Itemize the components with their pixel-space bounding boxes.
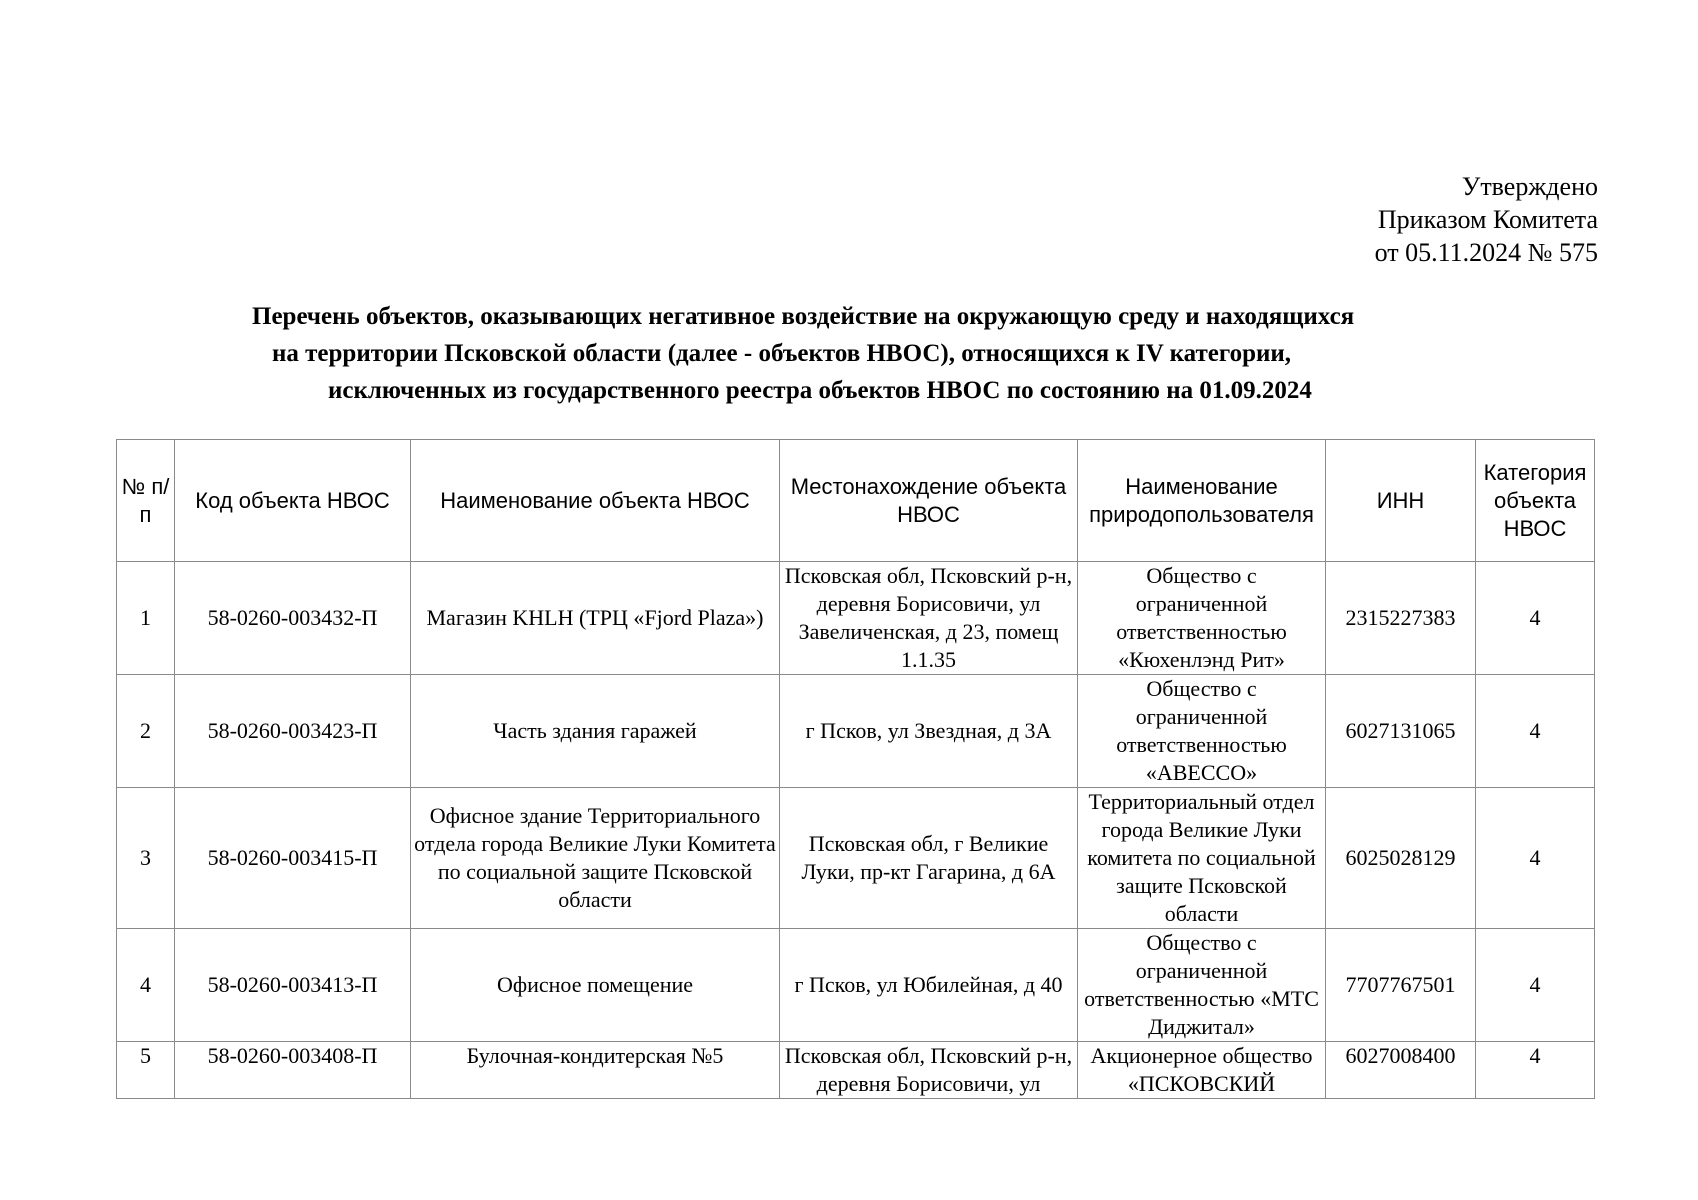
document-title (200, 298, 1520, 409)
table-row (117, 562, 1595, 675)
excluded-objects-table (116, 439, 1595, 1099)
approval-line-order: Приказом Комитета (1377, 205, 1598, 234)
cell-code: 58-0260-003423-П (175, 675, 411, 788)
cell-inn: 6027008400 (1326, 1042, 1476, 1099)
cell-code: 58-0260-003413-П (175, 929, 411, 1042)
title-line-1: Перечень объектов, оказывающих негативное воздействие на окружающую среду и находящихся (252, 303, 1355, 330)
cell-name: Офисное помещение (411, 929, 780, 1042)
cell-name: Часть здания гаражей (411, 675, 780, 788)
cell-inn: 2315227383 (1326, 562, 1476, 675)
table-row (117, 788, 1595, 929)
cell-category: 4 (1476, 788, 1595, 929)
cell-inn: 7707767501 (1326, 929, 1476, 1042)
approval-line-date: от 05.11.2024 № 575 (1374, 238, 1598, 267)
cell-location: г Псков, ул Юбилейная, д 40 (780, 929, 1078, 1042)
cell-name: Булочная-кондитерская №5 (411, 1042, 780, 1099)
cell-inn: 6027131065 (1326, 675, 1476, 788)
table-row (117, 1042, 1595, 1099)
cell-user: Акционерное общество «ПСКОВСКИЙ (1078, 1042, 1326, 1099)
cell-category: 4 (1476, 675, 1595, 788)
cell-code: 58-0260-003408-П (175, 1042, 411, 1099)
cell-num: 5 (117, 1042, 175, 1099)
header-code: Код объекта НВОС (175, 440, 411, 562)
title-line-3: исключенных из государственного реестра объектов НВОС по состоянию на 01.09.2024 (328, 377, 1312, 404)
cell-category: 4 (1476, 929, 1595, 1042)
approval-stamp (1375, 170, 1598, 269)
cell-user: Общество с ограниченной ответственностью «АВЕССО» (1078, 675, 1326, 788)
cell-user: Общество с ограниченной ответственностью «МТС Диджитал» (1078, 929, 1326, 1042)
header-name: Наименование объекта НВОС (411, 440, 780, 562)
cell-num: 1 (117, 562, 175, 675)
cell-name: Офисное здание Территориального отдела города Великие Луки Комитета по социальной защите Псковской области (411, 788, 780, 929)
cell-name: Магазин KHLH (ТРЦ «Fjord Plaza») (411, 562, 780, 675)
cell-location: Псковская обл, Псковский р-н, деревня Борисовичи, ул Завеличенская, д 23, помещ 1.1.35 (780, 562, 1078, 675)
table-row (117, 675, 1595, 788)
table-header-row (117, 440, 1595, 562)
header-inn: ИНН (1326, 440, 1476, 562)
cell-num: 3 (117, 788, 175, 929)
table-row (117, 929, 1595, 1042)
cell-location: Псковская обл, г Великие Луки, пр-кт Гагарина, д 6А (780, 788, 1078, 929)
cell-user: Общество с ограниченной ответственностью «Кюхенлэнд Рит» (1078, 562, 1326, 675)
cell-code: 58-0260-003432-П (175, 562, 411, 675)
cell-code: 58-0260-003415-П (175, 788, 411, 929)
header-location: Местонахождение объекта НВОС (780, 440, 1078, 562)
title-line-2: на территории Псковской области (далее - объектов НВОС), относящихся к IV категории, (272, 340, 1292, 367)
cell-num: 4 (117, 929, 175, 1042)
cell-user: Территориальный отдел города Великие Луки комитета по социальной защите Псковской области (1078, 788, 1326, 929)
header-num: № п/п (117, 440, 175, 562)
cell-location: Псковская обл, Псковский р-н, деревня Борисовичи, ул (780, 1042, 1078, 1099)
cell-inn: 6025028129 (1326, 788, 1476, 929)
header-category: Категория объекта НВОС (1476, 440, 1595, 562)
cell-num: 2 (117, 675, 175, 788)
approval-line-approved: Утверждено (1461, 172, 1598, 201)
cell-category: 4 (1476, 562, 1595, 675)
header-user: Наименование природопользователя (1078, 440, 1326, 562)
cell-category: 4 (1476, 1042, 1595, 1099)
cell-location: г Псков, ул Звездная, д 3А (780, 675, 1078, 788)
